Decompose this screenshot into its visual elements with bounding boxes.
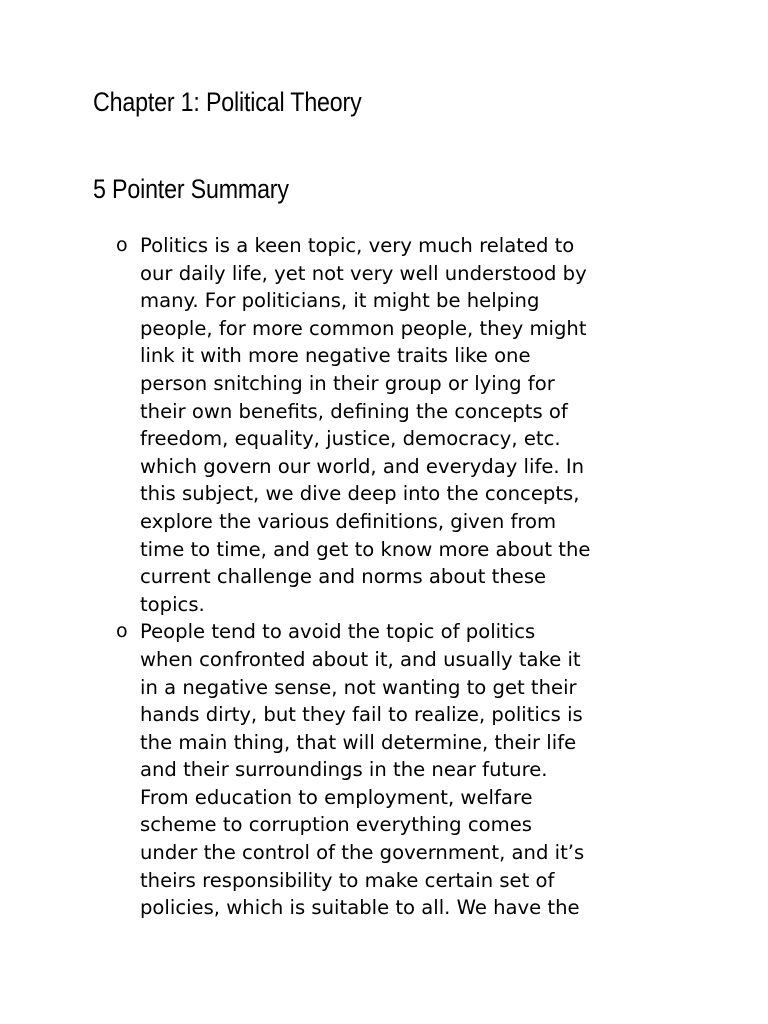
list-item — [0, 618, 768, 922]
bullet-marker: o — [116, 234, 128, 256]
bullet-marker: o — [116, 620, 128, 643]
chapter-title: Chapter 1: Political Theory — [93, 87, 362, 117]
bullet-text: Politics is a keen topic, very much related to our daily life, yet not very well understood by many. For politicians, it might be helping people, for more common people, they might link it with more negative traits like one person snitching in their group or lying for their own benefits, defining the concepts of freedom, equality, justice, democracy, etc. which govern our world, and everyday life. In this subject, we dive deep into the concepts, explore the various definitions, given from time to time, and get to know more about the current challenge and norms about these topics. — [140, 234, 591, 616]
summary-bullet-list — [0, 232, 768, 922]
list-item — [0, 232, 768, 618]
bullet-text: People tend to avoid the topic of politics when confronted about it, and usually take it in a negative sense, not wanting to get their hands dirty, but they fail to realize, politics is the main thing, that will determine, their life and their surroundings in the near future. From education to employment, welfare scheme to corruption everything comes under the control of the government, and it’s theirs responsibility to make certain set of policies, which is suitable to all. We have the — [140, 620, 585, 920]
summary-title: 5 Pointer Summary — [93, 174, 289, 204]
